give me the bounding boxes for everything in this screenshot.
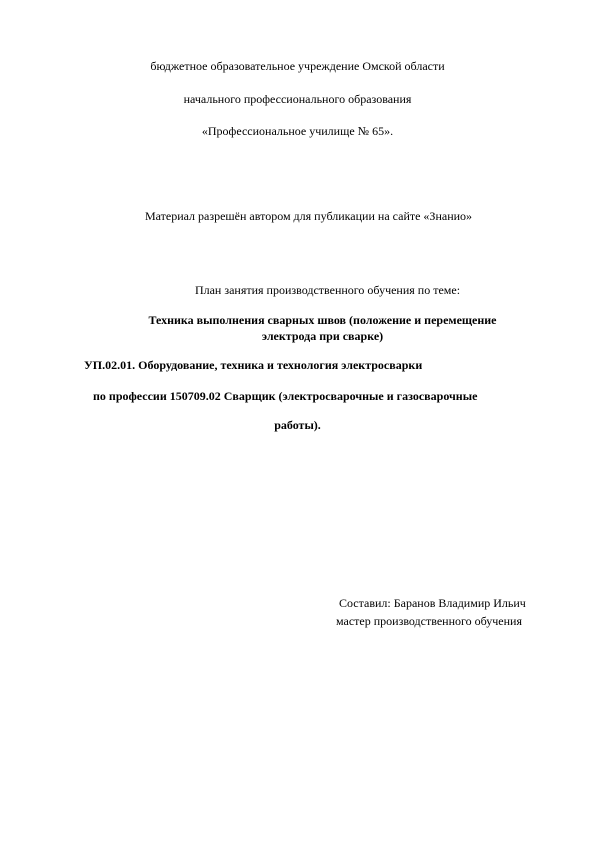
plan-intro: План занятия производственного обучения по теме: [194, 283, 461, 297]
institution-line-1: бюджетное образовательное учреждение Омской области [150, 59, 445, 73]
profession-line-2: работы). [274, 418, 321, 432]
topic-line-2: электрода при сварке) [261, 329, 384, 343]
module-title: УП.02.01. Оборудование, техника и технология электросварки [84, 358, 423, 372]
institution-line-2: начального профессионального образования [183, 92, 412, 106]
profession-line-1: по профессии 150709.02 Сварщик (электросварочные и газосварочные [93, 389, 478, 403]
topic-line-1: Техника выполнения сварных швов (положение и перемещение [148, 313, 497, 327]
compiled-by: Составил: Баранов Владимир Ильич [339, 596, 526, 610]
institution-line-3: «Профессиональное училище № 65». [201, 124, 394, 138]
author-position: мастер производственного обучения [336, 614, 522, 628]
permission-note: Материал разрешён автором для публикации на сайте «Знанио» [144, 209, 473, 223]
